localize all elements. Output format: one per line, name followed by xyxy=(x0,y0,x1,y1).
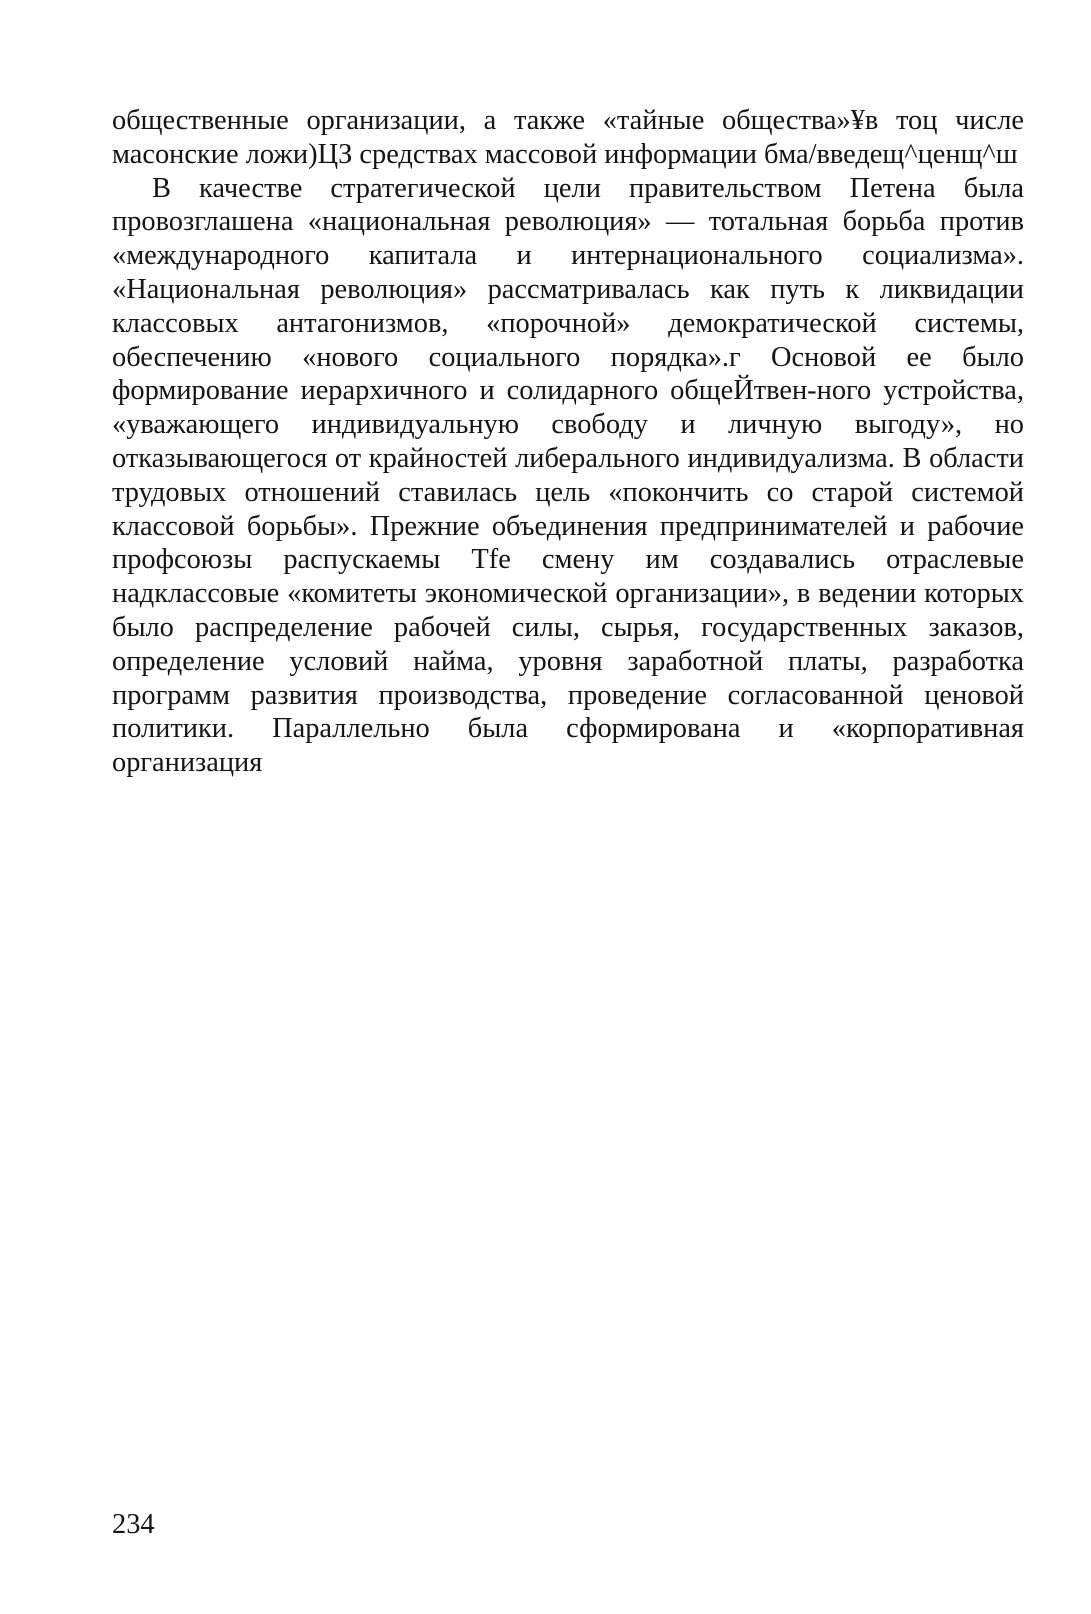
paragraph-continuation: общественные организации, а также «тайные общества»¥в тоц числе масонские ложи)ЦЗ средствах массовой информации бма/введещ^ценщ^ш xyxy=(112,105,1024,170)
body-text xyxy=(112,104,1024,780)
page-number: 234 xyxy=(112,1509,155,1540)
paragraph-national-revolution: В качестве стратегической цели правительством Петена была провозглашена «национальная революция» — тотальная борьба против «международного капитала и интернационального социализма». «Национальная революция» рассматривалась как путь к ликвидации классовых антагонизмов, «порочной» демократической системы, обеспечению «нового социального порядка».г Основой ее было формирование иерархичного и солидарного общеЙтвен-ного устройства, «уважающего индивидуальную свободу и личную выгоду», но отказывающегося от крайностей либерального индивидуализма. В области трудовых отношений ставилась цель «покончить со старой системой классовой борьбы». Прежние объединения предпринимателей и рабочие профсоюзы распускаемы Tfe смену им создавались отраслевые надклассовые «комитеты экономической организации», в ведении которых было распределение рабочей силы, сырья, государственных заказов, определение условий найма, уровня заработной платы, разработка программ развития производства, проведение согласованной ценовой политики. Параллельно была сформирована и «корпоративная организация xyxy=(112,172,1024,779)
